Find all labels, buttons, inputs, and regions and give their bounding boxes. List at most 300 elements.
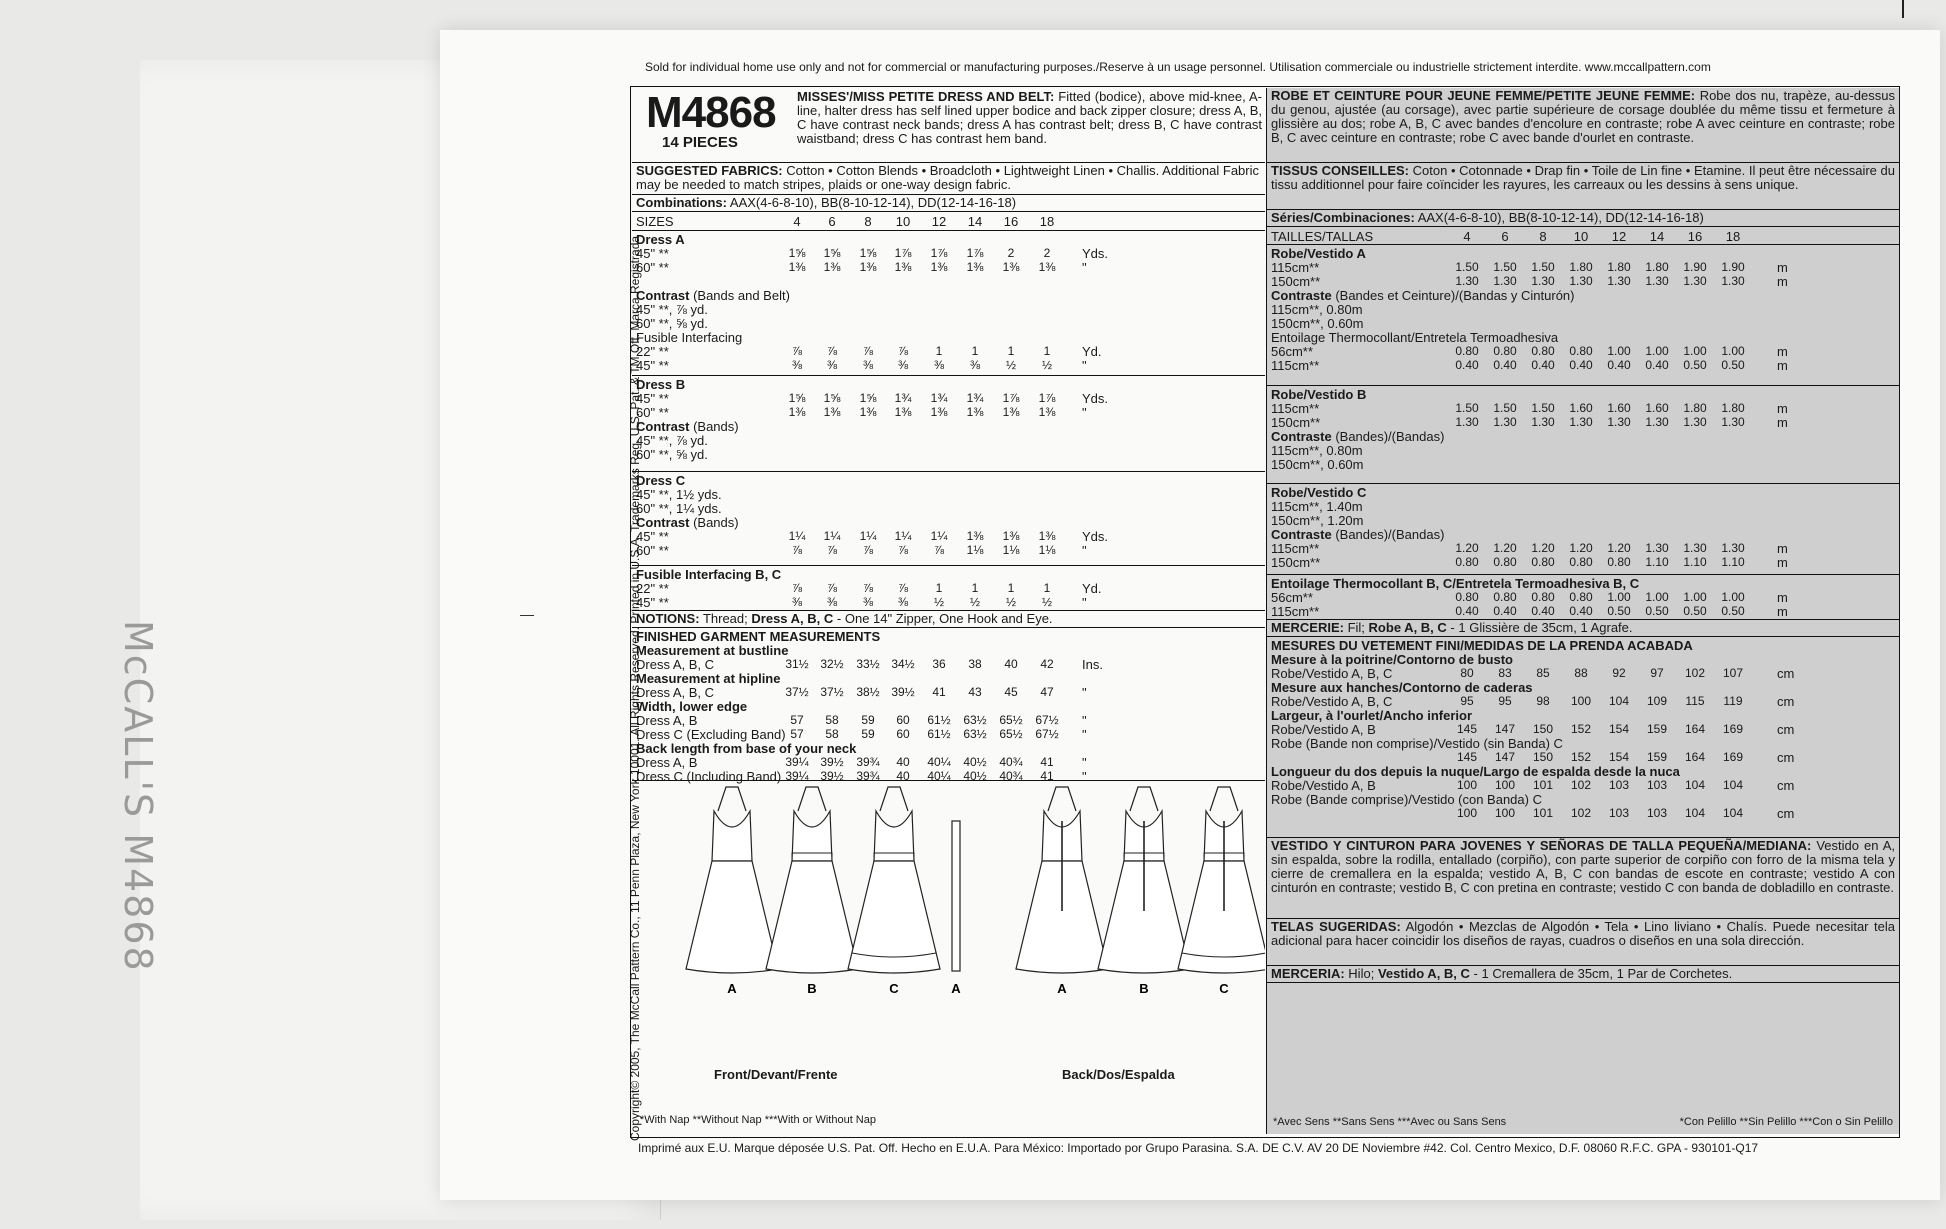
ent-bc-115-val: 0.40 [1493, 604, 1517, 618]
notions-text: Thread; [702, 611, 748, 626]
ent-bc-56-val: 0.80 [1455, 590, 1479, 604]
robe-b-150-val: 1.30 [1683, 415, 1707, 429]
robe-b-150-unit: m [1777, 415, 1788, 430]
dress-a-contrast-label: Contrast [636, 288, 690, 303]
dress-a-45-val: 1⅞ [930, 246, 948, 260]
hip-row-val: 37½ [785, 685, 809, 699]
size-col: 4 [793, 214, 801, 229]
dress-c-contrast-rest: (Bands) [693, 515, 739, 530]
robe-a-115-val: 1.90 [1721, 260, 1745, 274]
dress-illustrations [632, 781, 1265, 1134]
robe-a-ent-115-val: 0.40 [1493, 358, 1517, 372]
ent-bc-56-val: 0.80 [1531, 590, 1555, 604]
fusible-bc-45-val: ⅜ [826, 595, 837, 609]
robe-c-c115-val: 1.20 [1569, 541, 1593, 555]
robe-b-115-val: 1.50 [1531, 401, 1555, 415]
hip-row-val: 39½ [891, 685, 915, 699]
dress-c-contrast-60-val: ⅞ [933, 543, 944, 557]
robe-b-contraste [1271, 429, 1444, 444]
fusible-bc-yardage [632, 566, 1265, 611]
size-col: 10 [895, 214, 911, 229]
dos-ab-row-label: Robe/Vestido A, B [1271, 778, 1376, 793]
back-ab-row-val: 40¾ [999, 755, 1023, 769]
robe-a-ent-115-val: 0.40 [1569, 358, 1593, 372]
front-dress-c-skirt [848, 861, 940, 973]
robe-a-metrage [1267, 245, 1899, 386]
back-ab-row-val: 40¼ [927, 755, 951, 769]
ourlet-c-label: Robe (Bande non comprise)/Vestido (sin Banda) C [1271, 736, 1563, 751]
size-col: 6 [828, 214, 836, 229]
pattern-code: M4868 [646, 88, 776, 137]
dress-a-fusible-45-val: ⅜ [969, 358, 980, 372]
fusible-bc-22-val: ⅞ [862, 581, 873, 595]
ent-bc-115-val: 0.40 [1455, 604, 1479, 618]
poitrine-row-val: 85 [1536, 666, 1550, 680]
hip-row-label: Dress A, B, C [636, 685, 715, 700]
bust-row-val: 31½ [785, 657, 809, 671]
robe-a-c150: 150cm**, 0.60m [1271, 316, 1364, 331]
dress-c-contrast-60-val: ⅞ [862, 543, 873, 557]
lower-ab-row-unit: " [1082, 713, 1087, 728]
ourlet-ab-row-val: 145 [1456, 722, 1478, 736]
back-c-row-val: 40½ [963, 769, 987, 783]
dos-c-row-val: 104 [1684, 806, 1706, 820]
dress-c-45: 45" **, 1½ yds. [636, 487, 722, 502]
ent-bc-56-val: 1.00 [1645, 590, 1669, 604]
tailles-label: TAILLES/TALLAS [1271, 229, 1374, 244]
robe-b-115-val: 1.50 [1493, 401, 1517, 415]
robe-b-115-label: 115cm** [1271, 401, 1320, 416]
lower-ab-row-val: 59 [861, 713, 875, 727]
back-c-row-val: 40¼ [927, 769, 951, 783]
belt-sketch [952, 821, 960, 971]
dress-a-45-val: 1⅞ [966, 246, 984, 260]
front-dress-b-halter [798, 787, 826, 811]
front-dress-b-skirt [766, 861, 858, 973]
dress-a-60-val: 1⅜ [788, 260, 806, 274]
lower-ab-row-val: 57 [790, 713, 804, 727]
dress-a-fusible-45-val: ⅜ [933, 358, 944, 372]
tissus-text: Coton • Cotonnade • Drap fin • Toile de Lin fine • Etamine. Il peut être nécessaire du tissu additionnel pour faire coïncider les rayures, les carreaux ou les dessins à sens unique. [1271, 163, 1895, 192]
dos-ab-row-val: 101 [1532, 778, 1554, 792]
poitrine-title: Mesure à la poitrine/Contorno de busto [1271, 652, 1513, 667]
back-dress-c-skirt [1178, 861, 1265, 973]
mercerie-rest: - 1 Glissière de 35cm, 1 Agrafe. [1450, 620, 1633, 635]
dress-a-45-val: 2 [1043, 246, 1051, 260]
bust-row-val: 32½ [820, 657, 844, 671]
size-col: 12 [931, 214, 947, 229]
robe-b-title: Robe/Vestido B [1271, 387, 1367, 402]
bust-row-label: Dress A, B, C [636, 657, 715, 672]
mercerie [1267, 620, 1899, 637]
poitrine-row-val: 80 [1460, 666, 1474, 680]
fusible-bc-45-val: ½ [933, 595, 944, 609]
pattern-description [797, 90, 1262, 146]
back-letter: A [1057, 981, 1067, 996]
back-c-row-val: 39½ [820, 769, 844, 783]
front-dress-a-bodice [712, 811, 752, 861]
dress-b-60-val: 1⅜ [930, 405, 948, 419]
size-col: 16 [1003, 214, 1019, 229]
robe-a-title: Robe/Vestido A [1271, 246, 1366, 261]
tissus-title: TISSUS CONSEILLES: [1271, 163, 1409, 178]
entoilage-bc-title: Entoilage Thermocollant B, C/Entretela Termoadhesiva B, C [1271, 576, 1640, 591]
fusible-bc-22-label: 22" ** [636, 581, 669, 596]
taille-col: 10 [1573, 229, 1589, 244]
robe-a-150-val: 1.30 [1493, 274, 1517, 288]
fusible-bc-22-val: ⅞ [791, 581, 802, 595]
merceria-label: MERCERIA: [1271, 966, 1345, 981]
ourlet-ab-row-label: Robe/Vestido A, B [1271, 722, 1376, 737]
bust-title: Measurement at bustline [636, 643, 789, 658]
hanches-row-unit: cm [1777, 694, 1795, 709]
robe-a-contraste-label: Contraste [1271, 288, 1332, 303]
robe-a-150-val: 1.30 [1455, 274, 1479, 288]
robe-title: ROBE ET CEINTURE POUR JEUNE FEMME/PETITE JEUNE FEMME: [1271, 88, 1696, 103]
dress-a-60-val: 1⅜ [859, 260, 877, 274]
dress-c-contrast-45-label: 45" ** [636, 529, 669, 544]
ourlet-c-row-val: 154 [1608, 750, 1630, 764]
hip-row-val: 43 [968, 685, 982, 699]
lower-c-row-val: 63½ [963, 727, 987, 741]
dress-b-45-val: 1⅝ [823, 391, 841, 405]
lower-ab-row-val: 61½ [927, 713, 951, 727]
robe-a-115-val: 1.50 [1493, 260, 1517, 274]
fusible-bc-45-val: ⅜ [862, 595, 873, 609]
robe-b-150-label: 150cm** [1271, 415, 1321, 430]
lower-c-row-unit: " [1082, 727, 1087, 742]
dress-c-contrast-45-val: 1¼ [788, 529, 806, 543]
dos-ab-row-val: 104 [1684, 778, 1706, 792]
taille-col: 16 [1687, 229, 1703, 244]
dress-c-contrast-60-unit: " [1082, 543, 1087, 558]
robe-c-c150-val: 1.10 [1683, 555, 1707, 569]
notions-label: NOTIONS: [636, 611, 700, 626]
robe-a-150-unit: m [1777, 274, 1788, 289]
ent-bc-115-val: 0.40 [1531, 604, 1555, 618]
back-letter: C [1219, 981, 1229, 996]
robe-c-c115-label: 115cm** [1271, 541, 1320, 556]
robe-a-ent-115-val: 0.40 [1531, 358, 1555, 372]
robe-c-l150: 150cm**, 1.20m [1271, 513, 1364, 528]
ent-bc-56-val: 1.00 [1683, 590, 1707, 604]
dos-c-row-val: 102 [1570, 806, 1592, 820]
dress-a-fusible-45-val: ⅜ [826, 358, 837, 372]
lower-ab-row-val: 67½ [1035, 713, 1059, 727]
ourlet-c-row-unit: cm [1777, 750, 1795, 765]
dress-b-45-val: 1⅞ [1038, 391, 1056, 405]
hanches-row-label: Robe/Vestido A, B, C [1271, 694, 1393, 709]
poitrine-row-unit: cm [1777, 666, 1795, 681]
robe-a-ent-115-val: 0.50 [1683, 358, 1707, 372]
dress-b-45-label: 45" ** [636, 391, 669, 406]
ent-bc-56-val: 0.80 [1493, 590, 1517, 604]
ourlet-c-row-val: 150 [1532, 750, 1554, 764]
dress-b-45-val: 1⅞ [1002, 391, 1020, 405]
dress-a-60-val: 1⅜ [1038, 260, 1056, 274]
dress-b-60-val: 1⅜ [823, 405, 841, 419]
size-col: 14 [967, 214, 983, 229]
footnote-french: *Avec Sens **Sans Sens ***Avec ou Sans Sens [1273, 1116, 1507, 1128]
dress-b-60-val: 1⅜ [859, 405, 877, 419]
dress-b-45-val: 1⅝ [788, 391, 806, 405]
poitrine-row-label: Robe/Vestido A, B, C [1271, 666, 1393, 681]
taille-col: 18 [1725, 229, 1741, 244]
dress-b-45-val: 1¾ [894, 391, 912, 405]
series-combinaciones [1267, 210, 1899, 227]
robe-c-c115-val: 1.20 [1531, 541, 1555, 555]
pattern-header [632, 88, 1265, 163]
dress-b-45-unit: Yds. [1082, 391, 1109, 406]
robe-a-150-val: 1.30 [1683, 274, 1707, 288]
poitrine-row-val: 83 [1498, 666, 1512, 680]
bust-row-val: 38 [968, 657, 982, 671]
ourlet-ab-row-val: 150 [1532, 722, 1554, 736]
dress-c-contrast-60-val: 1⅛ [966, 543, 984, 557]
dress-b-45-val: 1¾ [930, 391, 948, 405]
ourlet-c-row-val: 169 [1722, 750, 1744, 764]
dress-c-contrast-60-val: 1⅛ [1002, 543, 1020, 557]
ourlet-ab-row-val: 154 [1608, 722, 1630, 736]
robe-b-150-val: 1.30 [1569, 415, 1593, 429]
notions [632, 611, 1265, 628]
lower-edge-title: Width, lower edge [636, 699, 748, 714]
merceria-bold: Vestido A, B, C [1377, 966, 1470, 981]
back-dress-c-halter [1210, 787, 1238, 811]
robe-a-150-val: 1.30 [1645, 274, 1669, 288]
dress-c-contrast-45-unit: Yds. [1082, 529, 1109, 544]
dress-b-yardage [632, 376, 1265, 472]
telas-sugeridas [1267, 919, 1899, 966]
ent-bc-115-val: 0.50 [1607, 604, 1631, 618]
fusible-bc-45-val: ⅜ [791, 595, 802, 609]
dress-a-45-unit: Yds. [1082, 246, 1109, 261]
robe-a-150-val: 1.30 [1721, 274, 1745, 288]
lower-ab-row-val: 58 [825, 713, 839, 727]
lower-ab-row-val: 65½ [999, 713, 1023, 727]
dress-a-fusible-22-val: 1 [1043, 344, 1051, 358]
dress-c-contrast-45-val: 1¼ [894, 529, 912, 543]
hanches-row-val: 98 [1536, 694, 1550, 708]
hanches-row-val: 104 [1608, 694, 1630, 708]
dress-a-45-val: 2 [1007, 246, 1015, 260]
back-letter: B [1139, 981, 1149, 996]
lower-c-row-val: 67½ [1035, 727, 1059, 741]
dress-a-fusible-22-unit: Yd. [1082, 344, 1102, 359]
ourlet-c-row-val: 145 [1456, 750, 1478, 764]
taille-col: 6 [1501, 229, 1509, 244]
dress-c-contrast-45-val: 1¼ [823, 529, 841, 543]
hip-row-val: 45 [1004, 685, 1018, 699]
robe-a-115-label: 115cm** [1271, 260, 1320, 275]
dress-b-60-val: 1⅜ [788, 405, 806, 419]
lower-c-row-val: 59 [861, 727, 875, 741]
robe-a-ent-115-label: 115cm** [1271, 358, 1320, 373]
dos-c-row-val: 104 [1722, 806, 1744, 820]
hanches-row-val: 95 [1498, 694, 1512, 708]
dress-a-fusible-22-val: 1 [1007, 344, 1015, 358]
hip-row-val: 38½ [856, 685, 880, 699]
dress-c-title: Dress C [636, 473, 686, 488]
dress-a-fusible-22-val: ⅞ [862, 344, 873, 358]
entoilage-bc [1267, 575, 1899, 620]
back-c-row-unit: " [1082, 769, 1087, 784]
back-c-row-val: 39¾ [856, 769, 880, 783]
robe-b-150-val: 1.30 [1493, 415, 1517, 429]
tailles-header [1267, 227, 1899, 245]
back-ab-row-val: 40 [896, 755, 910, 769]
robe-a-115-val: 1.80 [1569, 260, 1593, 274]
bust-row-val: 36 [932, 657, 946, 671]
front-letter: C [889, 981, 899, 996]
dress-a-45-val: 1⅞ [894, 246, 912, 260]
robe-b-contraste-rest: (Bandes)/(Bandas) [1335, 429, 1445, 444]
hanches-row-val: 100 [1570, 694, 1592, 708]
back-ab-row-val: 39½ [820, 755, 844, 769]
hanches-title: Mesure aux hanches/Contorno de caderas [1271, 680, 1533, 695]
taille-col: 12 [1611, 229, 1627, 244]
front-letter: B [807, 981, 817, 996]
robe-a-ent-56-val: 1.00 [1607, 344, 1631, 358]
robe-a-entoilage: Entoilage Thermocollant/Entretela Termoadhesiva [1271, 330, 1559, 345]
front-dress-a-halter [718, 787, 746, 811]
dos-ab-row-val: 103 [1608, 778, 1630, 792]
dress-c-contrast-45-val: 1⅜ [966, 529, 984, 543]
lower-c-row-val: 60 [896, 727, 910, 741]
fusible-bc-title: Fusible Interfacing B, C [636, 567, 782, 582]
robe-b-150-val: 1.30 [1721, 415, 1745, 429]
robe-a-ent-56-val: 0.80 [1531, 344, 1555, 358]
dress-c-60: 60" **, 1¼ yds. [636, 501, 722, 516]
ourlet-ab-row-val: 164 [1684, 722, 1706, 736]
back-c-row-val: 41 [1040, 769, 1054, 783]
dress-b-60-label: 60" ** [636, 405, 669, 420]
robe-c-c150-val: 0.80 [1531, 555, 1555, 569]
ent-bc-56-val: 0.80 [1569, 590, 1593, 604]
robe-b-115-unit: m [1777, 401, 1788, 416]
robe-b-c150: 150cm**, 0.60m [1271, 457, 1364, 472]
dress-b-contrast-rest: (Bands) [693, 419, 739, 434]
merceria-rest: - 1 Cremallera de 35cm, 1 Par de Corchetes. [1473, 966, 1733, 981]
dress-b-60-val: 1⅜ [966, 405, 984, 419]
dress-b-45-val: 1⅝ [859, 391, 877, 405]
combinations-label: Combinations: [636, 195, 727, 210]
dress-a-fusible-45-val: ½ [1005, 358, 1016, 372]
robe-b-150-val: 1.30 [1531, 415, 1555, 429]
robe-c-metrage [1267, 484, 1899, 575]
dress-sketches [632, 781, 1265, 1081]
back-c-row-val: 40 [896, 769, 910, 783]
dos-ab-row-unit: cm [1777, 778, 1795, 793]
french-spanish-pane [1266, 88, 1899, 1134]
ourlet-title: Largeur, à l'ourlet/Ancho inferior [1271, 708, 1473, 723]
lower-ab-row-label: Dress A, B [636, 713, 698, 728]
robe-a-150-label: 150cm** [1271, 274, 1321, 289]
vestido-title: VESTIDO Y CINTURON PARA JOVENES Y SEÑORAS DE TALLA PEQUEÑA/MEDIANA: [1271, 838, 1812, 853]
size-col: 8 [864, 214, 872, 229]
front-letter: A [951, 981, 961, 996]
robe-c-c150-val: 1.10 [1721, 555, 1745, 569]
dos-ab-row-val: 100 [1456, 778, 1478, 792]
ent-bc-56-val: 1.00 [1721, 590, 1745, 604]
dos-c-label: Robe (Bande comprise)/Vestido (con Banda) C [1271, 792, 1542, 807]
robe-c-contraste [1271, 527, 1444, 542]
robe-a-115-val: 1.50 [1531, 260, 1555, 274]
fusible-bc-45-unit: " [1082, 595, 1087, 610]
finished-measurements [632, 628, 1265, 784]
dress-a-fusible: Fusible Interfacing [636, 330, 743, 345]
dos-c-row-val: 100 [1456, 806, 1478, 820]
dos-c-row-unit: cm [1777, 806, 1795, 821]
robe-c-c150-unit: m [1777, 555, 1788, 570]
fabrics-text: Cotton • Cotton Blends • Broadcloth • Lightweight Linen • Challis. Additional Fabric may be needed to match stripes, plaids or one-way design fabric. [636, 163, 1259, 192]
robe-a-ent-115-val: 0.50 [1721, 358, 1745, 372]
fusible-bc-22-val: ⅞ [826, 581, 837, 595]
front-label: Front/Devant/Frente [714, 1067, 838, 1082]
dress-b-45-val: 1¾ [966, 391, 984, 405]
robe-a-ent-115-val: 0.40 [1455, 358, 1479, 372]
front-letter: A [727, 981, 737, 996]
robe-b-contraste-label: Contraste [1271, 429, 1332, 444]
poitrine-row-val: 92 [1612, 666, 1626, 680]
fusible-bc-45-val: ½ [1041, 595, 1052, 609]
dress-a-60-val: 1⅜ [823, 260, 841, 274]
ourlet-ab-row-val: 159 [1646, 722, 1668, 736]
robe-c-c115-val: 1.20 [1493, 541, 1517, 555]
robe-a-ent-115-unit: m [1777, 358, 1788, 373]
ent-bc-115-label: 115cm** [1271, 604, 1320, 619]
ent-bc-56-label: 56cm** [1271, 590, 1313, 605]
back-ab-row-unit: " [1082, 755, 1087, 770]
dress-b-title: Dress B [636, 377, 686, 392]
dress-a-fusible-22-label: 22" ** [636, 344, 669, 359]
robe-c-c115-val: 1.30 [1721, 541, 1745, 555]
notions-rest: - One 14" Zipper, One Hook and Eye. [836, 611, 1053, 626]
hanches-row-val: 115 [1685, 694, 1705, 708]
dress-b-contrast [636, 419, 739, 434]
dos-ab-row-val: 102 [1570, 778, 1592, 792]
bust-row-val: 34½ [891, 657, 915, 671]
mercerie-bold: Robe A, B, C [1368, 620, 1447, 635]
footnote-spanish: *Con Pelillo **Sin Pelillo ***Con o Sin Pelillo [1679, 1116, 1893, 1128]
taille-col: 4 [1463, 229, 1471, 244]
robe-b-115-val: 1.60 [1645, 401, 1669, 415]
lower-c-row-label: Dress C (Excluding Band) [636, 727, 786, 742]
robe-c-c115-val: 1.30 [1645, 541, 1669, 555]
dress-b-60-unit: " [1082, 405, 1087, 420]
hip-row-val: 37½ [820, 685, 844, 699]
mercerie-text: Fil; [1347, 620, 1365, 635]
back-ab-row-label: Dress A, B [636, 755, 698, 770]
description-title: MISSES'/MISS PETITE DRESS AND BELT: [797, 89, 1055, 104]
vestido-description [1267, 838, 1899, 919]
robe-b-150-val: 1.30 [1607, 415, 1631, 429]
robe-b-115-val: 1.60 [1607, 401, 1631, 415]
sizes-label: SIZES [636, 214, 674, 229]
dress-a-60-val: 1⅜ [966, 260, 984, 274]
taille-col: 8 [1539, 229, 1547, 244]
dress-c-contrast-60-label: 60" ** [636, 543, 669, 558]
ourlet-c-row-val: 164 [1684, 750, 1706, 764]
dress-a-fusible-45-val: ⅜ [862, 358, 873, 372]
fusible-bc-22-unit: Yd. [1082, 581, 1102, 596]
size-col: 18 [1039, 214, 1055, 229]
dos-c-row-val: 101 [1532, 806, 1554, 820]
robe-c-c150-val: 0.80 [1455, 555, 1479, 569]
fold-mark [520, 615, 534, 616]
dress-a-fusible-45-val: ⅜ [897, 358, 908, 372]
robe-c-c150-val: 1.10 [1645, 555, 1669, 569]
